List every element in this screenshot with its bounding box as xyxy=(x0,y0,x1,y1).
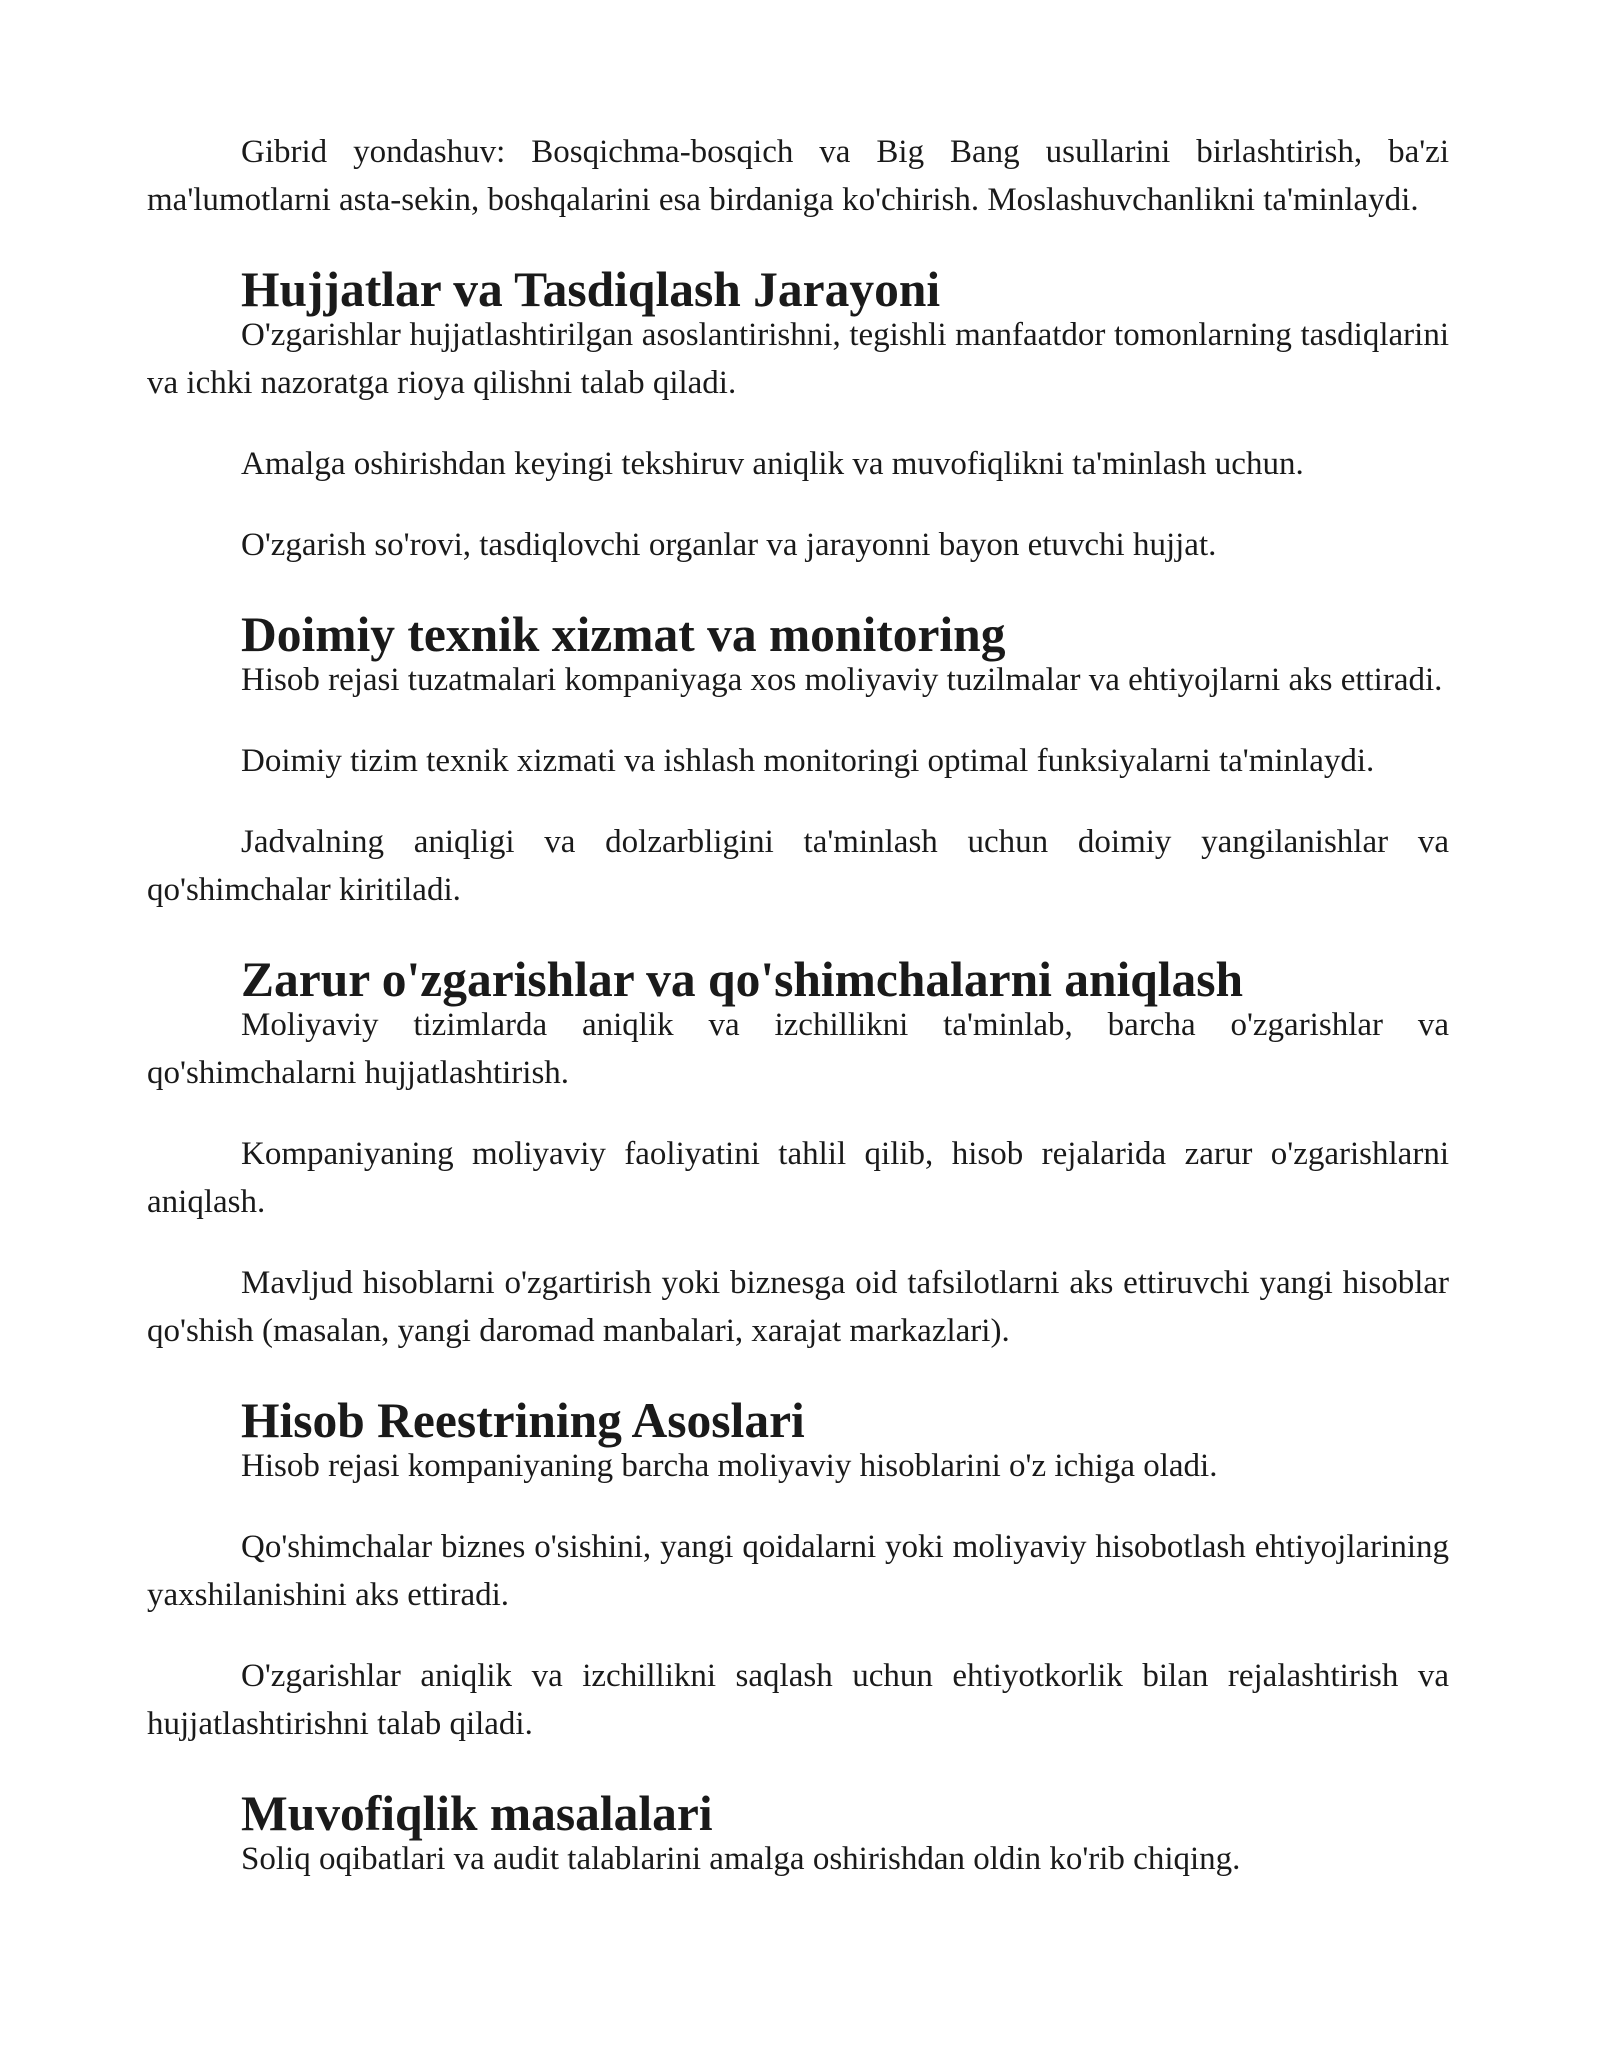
section-paragraph: Mavljud hisoblarni o'zgartirish yoki biznesga oid tafsilotlarni aks ettiruvchi yangi hisoblar qo'shish (masalan, yangi daromad manbalari, xarajat markazlari). xyxy=(147,1265,1449,1349)
section-paragraph: Amalga oshirishdan keyingi tekshiruv aniqlik va muvofiqlikni ta'minlash uchun. xyxy=(241,446,1304,482)
section-paragraph: O'zgarishlar hujjatlashtirilgan asoslantirishni, tegishli manfaatdor tomonlarning tasdiqlarini va ichki nazoratga rioya qilishni talab qiladi. xyxy=(147,317,1449,401)
section-paragraph: Moliyaviy tizimlarda aniqlik va izchillikni ta'minlab, barcha o'zgarishlar va qo'shimchalarni hujjatlashtirish. xyxy=(147,1007,1449,1091)
section-paragraph: Doimiy tizim texnik xizmati va ishlash monitoringi optimal funksiyalarni ta'minlaydi. xyxy=(241,743,1375,779)
section-paragraph: O'zgarishlar aniqlik va izchillikni saqlash uchun ehtiyotkorlik bilan rejalashtirish va hujjatlashtirishni talab qiladi. xyxy=(147,1658,1449,1742)
section-paragraph: Qo'shimchalar biznes o'sishini, yangi qoidalarni yoki moliyaviy hisobotlash ehtiyojlarining yaxshilanishini aks ettiradi. xyxy=(147,1529,1449,1613)
section-doimiy xyxy=(147,607,1449,914)
section-zarur xyxy=(147,952,1449,1355)
section-hujjatlar xyxy=(147,262,1449,569)
document-page xyxy=(147,128,1449,1916)
section-heading: Zarur o'zgarishlar va qo'shimchalarni aniqlash xyxy=(241,952,1244,1007)
section-paragraph: Soliq oqibatlari va audit talablarini amalga oshirishdan oldin ko'rib chiqing. xyxy=(241,1841,1241,1877)
section-hisob-reestri xyxy=(147,1393,1449,1748)
section-heading: Muvofiqlik masalalari xyxy=(241,1786,713,1841)
section-paragraph: Hisob rejasi kompaniyaning barcha moliyaviy hisoblarini o'z ichiga oladi. xyxy=(241,1448,1218,1484)
section-muvofiqlik xyxy=(147,1786,1449,1883)
section-paragraph: O'zgarish so'rovi, tasdiqlovchi organlar va jarayonni bayon etuvchi hujjat. xyxy=(241,527,1217,563)
section-heading: Doimiy texnik xizmat va monitoring xyxy=(241,607,1006,662)
section-paragraph: Jadvalning aniqligi va dolzarbligini ta'minlash uchun doimiy yangilanishlar va qo'shimchalar kiritiladi. xyxy=(147,824,1449,908)
section-paragraph: Kompaniyaning moliyaviy faoliyatini tahlil qilib, hisob rejalarida zarur o'zgarishlarni aniqlash. xyxy=(147,1136,1449,1220)
intro-paragraph: Gibrid yondashuv: Bosqichma-bosqich va Big Bang usullarini birlashtirish, ba'zi ma'lumotlarni asta-sekin, boshqalarini esa birdaniga ko'chirish. Moslashuvchanlikni ta'minlaydi. xyxy=(147,134,1449,218)
section-paragraph: Hisob rejasi tuzatmalari kompaniyaga xos moliyaviy tuzilmalar va ehtiyojlarni aks ettiradi. xyxy=(241,662,1443,698)
section-heading: Hujjatlar va Tasdiqlash Jarayoni xyxy=(241,262,941,317)
section-heading: Hisob Reestrining Asoslari xyxy=(241,1393,805,1448)
